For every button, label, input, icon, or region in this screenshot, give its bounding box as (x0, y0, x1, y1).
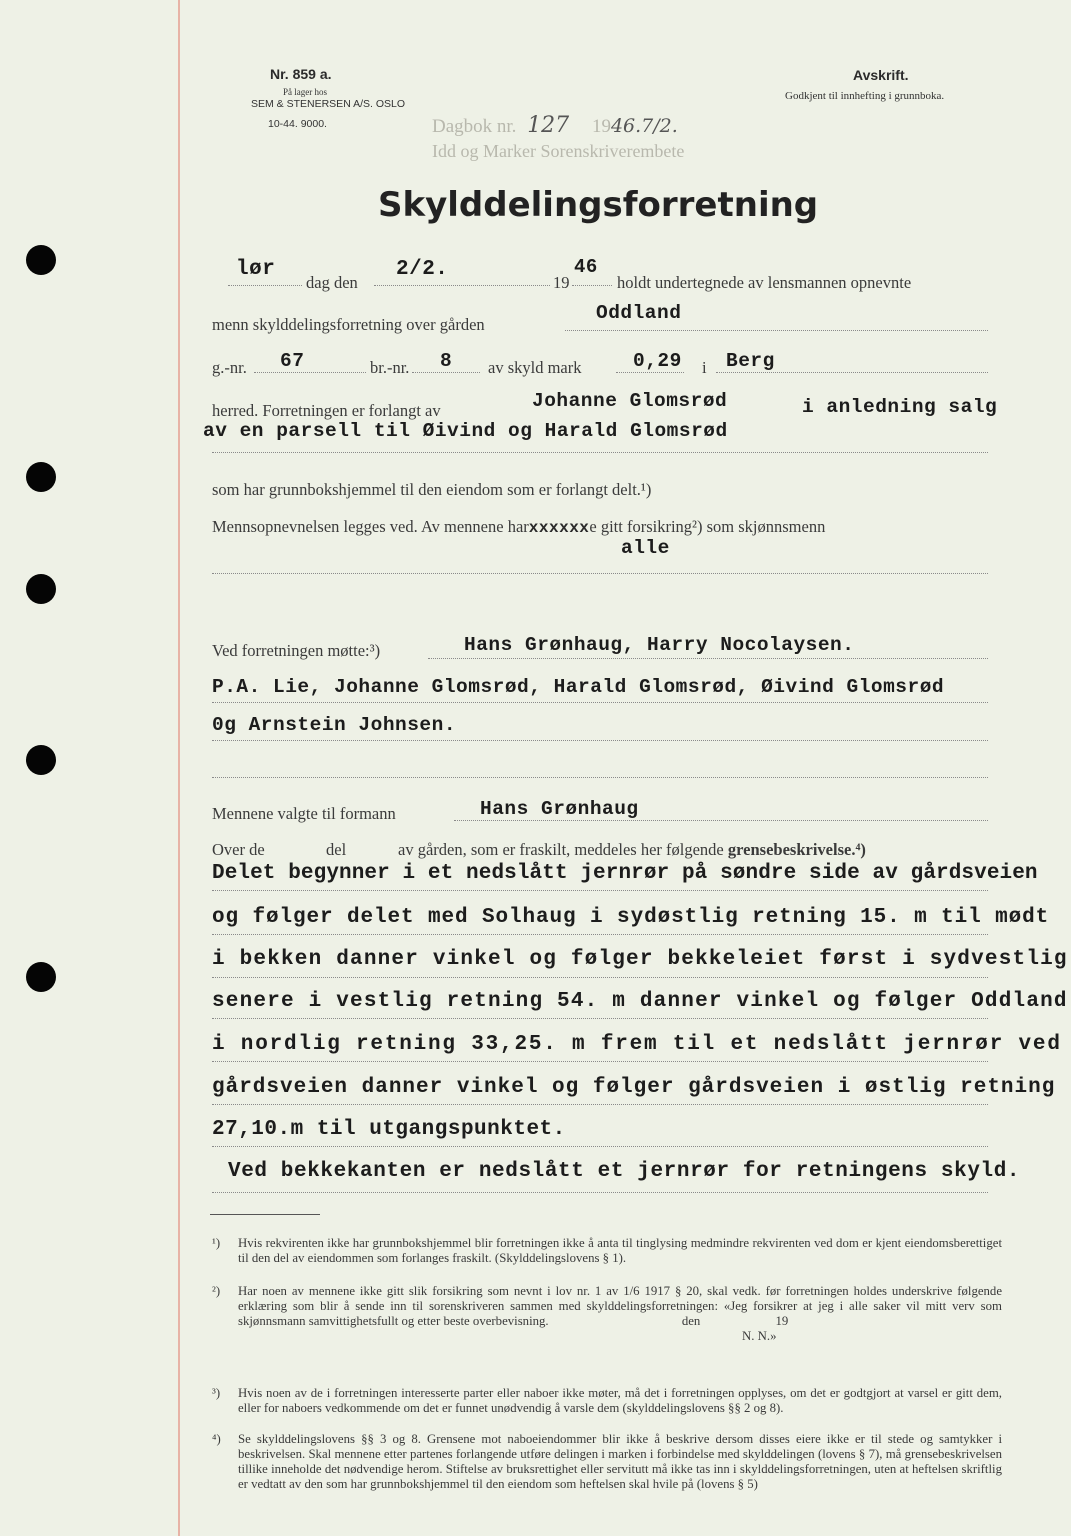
description-line: Delet begynner i et nedslått jernrør på søndre side av gårdsveien (212, 862, 1038, 885)
dag-den-label: dag den (306, 273, 358, 292)
request-reason: i anledning salg (802, 396, 998, 418)
motte-label: Ved forretningen møtte:³) (212, 641, 381, 660)
skylddeling-label: menn skylddelingsforretning over gården (212, 315, 485, 334)
description-line: Ved bekkekanten er nedslått et jernrør for retningens skyld. (228, 1160, 1021, 1183)
description-line: i nordlig retning 33,25. m frem til et nedslått jernrør ved (212, 1033, 1062, 1056)
forlangt-label: herred. Forretningen er forlangt av (212, 401, 441, 420)
over-de-label: Over de (212, 840, 265, 859)
skyld-label: av skyld mark (488, 358, 582, 377)
requester-name: Johanne Glomsrød (532, 390, 728, 412)
footnote-3 (212, 1386, 1002, 1416)
form-number: Nr. 859 a. (270, 66, 332, 82)
footnote-text: Se skylddelingslovens §§ 3 og 8. Grensene mot naboeiendommer blir ikke å beskrive dersom disses eiere ikke er til stede og samtykker i beskrivelsen. Skal mennene etter partenes forlangende utføre delingen i marken i forbindelse med skylddelingen (lovens § 7), må grensebeskrivelsen tillike inneholde det nødvendige herom. Stiftelse av bruksrettighet eller servitutt må ikke tas inn i skylddelingsforretningen, uten at heftelsen skriftlig er vedtatt av den som har grunnbokshjemmel til den eiendom som heftelsen skal hvile på (lovens § 5) (238, 1432, 1002, 1491)
dagbok-number: 127 (527, 113, 570, 138)
description-line: gårdsveien danner vinkel og følger gårdsveien i østlig retning (212, 1076, 1056, 1099)
margin-line (178, 0, 180, 1536)
punch-hole-icon (26, 745, 56, 775)
gnr-label: g.-nr. (212, 358, 247, 377)
footnote-text: Hvis noen av de i forretningen interesserte parter eller naboer ikke møter, må det i forretningen opplyses, om det er godtgjort at varsel er gitt dem, eller for naboers vedkommende om det er funnet unødvendig å varsle dem (skylddelingslovens §§ 2 og 8). (238, 1386, 1002, 1415)
dagbok-date-hand: 7/2. (641, 115, 678, 137)
gaarden-text: av gården, som er fraskilt, meddeles her følgende (398, 840, 724, 859)
herred-value: Berg (726, 350, 775, 372)
footnote-2 (212, 1284, 1002, 1344)
dagbok-label: Dagbok nr. (432, 116, 517, 137)
year-prefix: 19 (553, 273, 570, 292)
farm-name: Oddland (596, 302, 682, 324)
footnote-1 (212, 1236, 1002, 1266)
mennsopnevnelse-text: Mennsopnevnelsen legges ved. Av mennene har (212, 517, 529, 536)
publisher-line1: På lager hos (283, 87, 327, 97)
punch-hole-icon (26, 574, 56, 604)
dagbok-year: 19 (591, 116, 611, 137)
description-line: og følger delet med Solhaug i sydøstlig retning 15. m til mødt (212, 906, 1050, 929)
alle-value: alle (621, 537, 670, 559)
grensebeskrivelse-label: grensebeskrivelse.⁴) (727, 840, 866, 859)
avskrift-label: Avskrift. (853, 67, 909, 83)
del-label: del (326, 840, 347, 859)
footnote-text: Hvis rekvirenten ikke har grunnbokshjemmel blir forretningen ikke å anta til tinglysing medmindre rekvirenten ved dom er kjent eiendomsberettiget til den del av eiendommen som forlanges fraskilt. (Skylddelingslovens § 1). (238, 1236, 1002, 1265)
forsikring-text: e gitt forsikring²) som skjønnsmenn (589, 517, 826, 536)
parcel-description: av en parsell til Øivind og Harald Glomsrød (203, 420, 728, 442)
gnr-value: 67 (280, 350, 305, 372)
weekday-value: lør (236, 258, 276, 281)
footnote-number: ³) (212, 1386, 221, 1400)
publisher-line2: SEM & STENERSEN A/S. OSLO (251, 98, 406, 110)
footnote-text-body: Har noen av mennene ikke gitt slik forsikring som nevnt i lov nr. 1 av 1/6 1917 § 20, skal vedk. før forretningen holdes underskrive følgende erklæring som blir å sende inn til sorenskriveren sammen med skylddelingsforretningen: «Jeg forsikrer at jeg i alle saker vil mitt verv som skjønnsmann samvittighetsfullt og etter beste overbevisning. (238, 1284, 1002, 1328)
footnote-text (238, 1284, 1002, 1329)
court-stamp: Idd og Marker Sorenskriverembete (432, 141, 685, 161)
punch-hole-icon (26, 462, 56, 492)
mennsopnevnelse-label (212, 517, 825, 537)
dagbok-stamp (432, 113, 678, 138)
footnote-year: 19 (775, 1314, 789, 1328)
approval-note: Godkjent til innhefting i grunnboka. (785, 90, 945, 102)
attendees-line2: P.A. Lie, Johanne Glomsrød, Harald Glomsrød, Øivind Glomsrød (212, 676, 945, 698)
attendees-line1: Hans Grønhaug, Harry Nocolaysen. (464, 634, 855, 656)
struck-text: xxxxxx (528, 519, 590, 537)
footnote-number: ²) (212, 1284, 221, 1298)
punch-hole-icon (26, 245, 56, 275)
footnote-den: den (681, 1314, 701, 1328)
description-line: i bekken danner vinkel og følger bekkeleiet først i sydvestlig (212, 948, 1068, 971)
punch-hole-icon (26, 962, 56, 992)
date-value: 2/2. (396, 258, 449, 281)
i-label: i (702, 358, 707, 377)
description-line: 27,10.m til utgangspunktet. (212, 1118, 566, 1141)
page-title: Skylddelingsforretning (378, 185, 819, 225)
holdt-label: holdt undertegnede av lensmannen opnevnte (617, 273, 912, 292)
footnote-4 (212, 1432, 1002, 1492)
print-code: 10-44. 9000. (268, 118, 327, 130)
brnr-value: 8 (440, 350, 453, 372)
gaarden-label (398, 840, 866, 860)
footnote-number: ¹) (212, 1236, 221, 1250)
description-line: senere i vestlig retning 54. m danner vinkel og følger Oddland (212, 990, 1068, 1013)
skyld-value: 0,29 (633, 350, 682, 372)
formann-label: Mennene valgte til formann (212, 804, 396, 823)
footnote-rule (210, 1214, 320, 1215)
footnote-number: ⁴) (212, 1432, 221, 1446)
footnote-nn: N. N.» (742, 1329, 777, 1343)
formann-value: Hans Grønhaug (480, 798, 639, 820)
attendees-line3: 0g Arnstein Johnsen. (212, 714, 457, 736)
grunnbok-label: som har grunnbokshjemmel til den eiendom som er forlangt delt.¹) (212, 480, 652, 499)
brnr-label: br.-nr. (370, 358, 410, 377)
year-suffix: 46 (574, 256, 598, 278)
dagbok-year-suffix: 46. (610, 115, 642, 137)
